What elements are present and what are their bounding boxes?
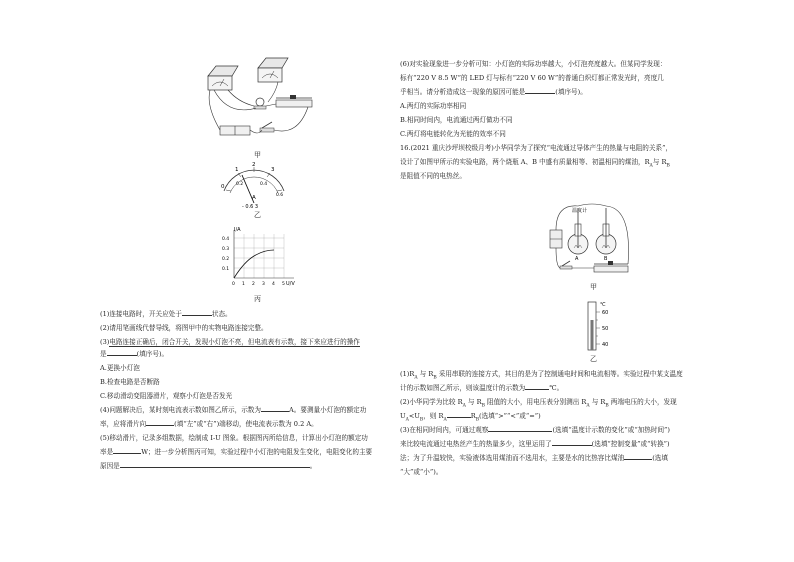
figure-jia-caption: 甲 xyxy=(254,151,261,159)
dial-unit: A xyxy=(252,195,256,201)
figure-jia-caption-right: 甲 xyxy=(590,283,597,291)
option-c: C.两灯将电能转化为光能的效率不同 xyxy=(400,130,506,138)
dial-terminals: - 0.6 3 xyxy=(242,204,259,210)
question-16-cont: 设计了如图甲所示的实验电路，两个烧瓶 A、B 中盛有质量相等、初温相同的煤油，$R_A$与 $R_B$ xyxy=(400,158,670,169)
switch-icon xyxy=(260,122,274,132)
svg-text:B: B xyxy=(604,256,608,262)
flask-circuit-figure xyxy=(548,200,638,278)
flask-b-icon xyxy=(596,208,616,254)
voltmeter-icon xyxy=(208,66,238,90)
battery-icon xyxy=(550,230,562,248)
figure-yi-caption-right: 乙 xyxy=(590,355,597,363)
option-b: B.检查电路是否断路 xyxy=(100,378,160,386)
thermometer-label: 温度计 xyxy=(572,208,588,214)
ammeter-icon xyxy=(258,58,288,82)
thermo-tick: 50 xyxy=(602,326,609,332)
question-3: (3)电路连接正确后，闭合开关，发现小灯泡不亮，但电流表有示数，接下来应进行的操作 xyxy=(100,338,360,346)
question-6-cont: 标有“220 V 8.5 W”的 LED 灯与标有“220 V 60 W”的普通白炽灯都正常发光时，亮度几 xyxy=(400,74,664,82)
question-16-end: 是阻值不同的电热丝。 xyxy=(400,172,466,180)
flask-a-icon xyxy=(568,208,588,254)
sub-question-3-cont: 来比较电流通过电热丝产生的热量多少，这里运用了 (选填“控制变量”或“转换”) xyxy=(400,440,670,448)
lamp-icon xyxy=(254,98,266,109)
sub-question-2-cont: $U_A<U_B$，则 $R_A$ $R_B$(选填“>”“<”或“=”) xyxy=(400,412,541,423)
graph-ylabel: I/A xyxy=(234,227,241,233)
graph-xtick: 1 xyxy=(242,282,245,287)
question-6-ask: 乎相当。请分析造成这一现象的原因可能是 (填序号)。 xyxy=(400,88,587,96)
rheostat-icon xyxy=(276,95,312,107)
sub-question-3-options: “大”或“小”)。 xyxy=(400,468,443,476)
thermometer-figure xyxy=(578,300,618,352)
graph-xtick: 2 xyxy=(252,282,255,287)
question-16: 16.(2021 重庆沙坪坝校级月考)小华同学为了探究“电流通过导体产生的热量与电阻的关系”， xyxy=(400,144,673,152)
question-6: (6)对实验现象进一步分析可知：小灯泡的实际功率越大，小灯泡亮度越大。但某同学发现： xyxy=(400,60,667,68)
sub-question-3: (3)在相同时间内，可通过观察 (选填“温度计示数的变化”或“加热时间”) xyxy=(400,426,671,434)
question-5-reason: 原因是 。 xyxy=(100,462,317,470)
dial-tick-1: 1 xyxy=(235,167,239,173)
dial-tick-2: 2 xyxy=(252,162,256,168)
graph-ytick: 0.4 xyxy=(222,237,230,242)
question-5: (5)移动滑片，记录多组数据，绘制成 I-U 图象。根据图丙所给信息，计算出小灯泡的额定功 xyxy=(100,434,368,442)
option-b: B.相同时间内，电流通过两灯做功不同 xyxy=(400,116,513,124)
graph-ytick: 0.1 xyxy=(222,267,230,272)
dial-tick-04: 0.4 xyxy=(260,182,268,187)
figure-bing-caption: 丙 xyxy=(254,295,261,303)
sub-question-3-end: 法；为了升温较快，实验液体选用煤油而不选用水，主要是水的比热容比煤油 (选填 xyxy=(400,454,668,462)
figure-yi-caption: 乙 xyxy=(254,211,261,219)
question-4-cont: 率，应将滑片向 (填“左”或“右”)端移动，使电流表示数为 0.2 A。 xyxy=(100,420,318,428)
dial-tick-02: 0.2 xyxy=(236,182,244,187)
dial-tick-3: 3 xyxy=(271,167,275,173)
thermo-tick: 40 xyxy=(602,342,609,348)
option-c: C.移动滑动变阻器滑片，观察小灯泡是否发光 xyxy=(100,392,233,400)
ammeter-dial-figure xyxy=(218,163,290,209)
switch-icon xyxy=(560,261,572,269)
sub-question-1-cont: 计的示数如图乙所示，则该温度计的示数为 ℃。 xyxy=(400,384,564,392)
question-1: (1)连接电路时，开关应处于 状态。 xyxy=(100,310,232,318)
question-2: (2)请用笔画线代替导线，将图甲中的实物电路连接完整。 xyxy=(100,324,268,332)
graph-xtick: 5 xyxy=(282,282,285,287)
option-a: A.两灯的实际功率相同 xyxy=(400,102,467,110)
question-3-answer: 是 (填序号)。 xyxy=(100,350,169,358)
sub-question-1: $(1)R_A$ 与 $R_B$ 采用串联的连接方式，其目的是为了控制通电时间和电流相等。实验过程中某支温度 xyxy=(400,370,683,381)
graph-xtick: 4 xyxy=(272,282,275,287)
graph-ytick: 0.3 xyxy=(222,247,230,252)
dial-tick-0: 0 xyxy=(221,184,225,190)
circuit-figure-jia xyxy=(198,56,318,146)
sub-question-2: (2)小华同学为比较 $R_A$ 与 $R_B$ 阻值的大小，用电压表分别测出 $R_A$ 与 $R_B$ 两端电压的大小，发现 xyxy=(400,398,677,409)
rheostat-icon xyxy=(594,261,628,272)
question-4: (4)问题解决后，某时刻电流表示数如图乙所示，示数为 A。要测量小灯泡的额定功 xyxy=(100,406,367,414)
graph-xtick: 0 xyxy=(232,282,235,287)
thermo-liquid xyxy=(591,320,594,350)
question-5-cont: 率是 W；进一步分析图丙可知，实验过程中小灯泡的电阻发生变化，电阻变化的主要 xyxy=(100,448,373,456)
graph-ytick: 0.2 xyxy=(222,257,230,262)
graph-xlabel: U/V xyxy=(286,281,295,287)
graph-xtick: 3 xyxy=(262,282,265,287)
svg-text:A: A xyxy=(575,256,579,262)
thermo-unit: ℃ xyxy=(600,302,606,308)
option-a: A.更换小灯泡 xyxy=(100,364,140,372)
dial-tick-06: 0.6 xyxy=(276,193,284,198)
thermo-tick: 60 xyxy=(602,310,609,316)
iu-graph-figure xyxy=(220,228,300,290)
battery-icon xyxy=(220,126,250,135)
